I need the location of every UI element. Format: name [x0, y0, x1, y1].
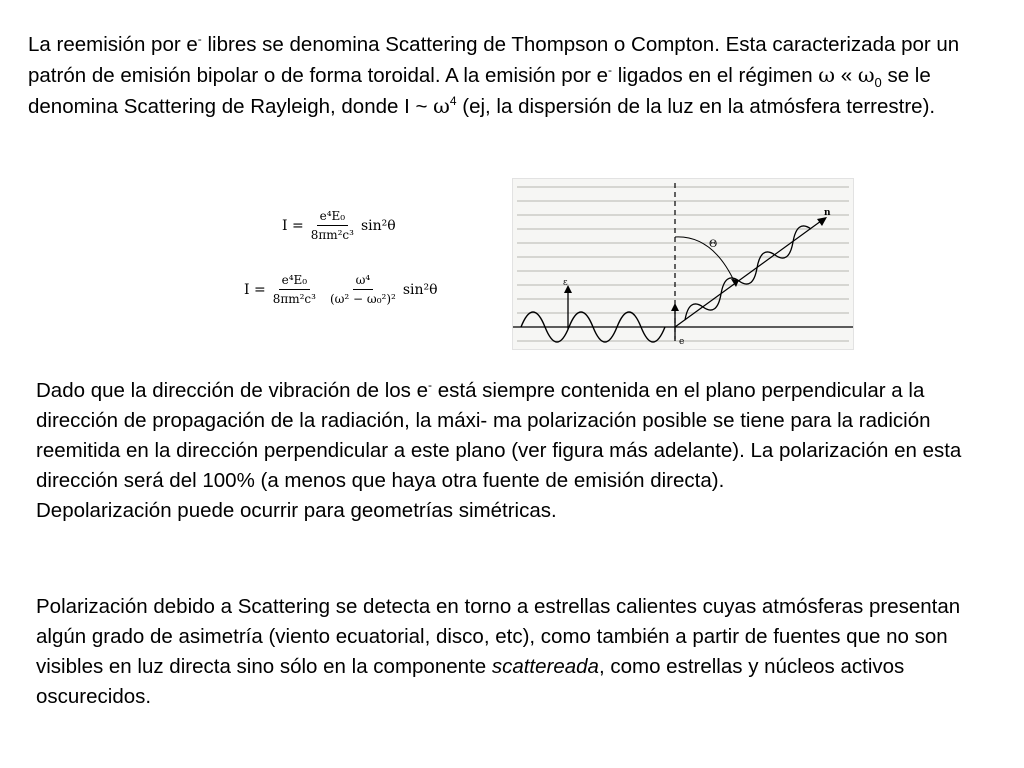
- superscript: 4: [449, 94, 457, 108]
- fraction: [308, 208, 357, 243]
- omega-symbol: ω: [857, 63, 875, 87]
- formula-rayleigh: [244, 272, 438, 307]
- faint-background-text: [517, 187, 849, 341]
- formula-sin-term: sin²θ: [402, 281, 438, 298]
- text-segment: está siempre contenida en el plano perpendicular a la dirección de propagación de la radiación, la máxi- ma polarización posible se tiene para la radición reemitida en la dirección perpendicular a este plano (ver figura más adelante). La polarización en esta dirección será del 100% (a menos que haya otra fuente de emisión directa).: [36, 379, 962, 492]
- omega-symbol: ω: [818, 63, 836, 87]
- fraction-denominator: 8πm²c³: [310, 228, 354, 242]
- paragraph-scattering-detection: [36, 592, 1001, 712]
- much-less-symbol: «: [835, 64, 858, 87]
- text-segment: Depolarización puede ocurrir para geometrías simétricas.: [36, 499, 557, 522]
- formula-lhs: I =: [244, 281, 266, 298]
- formula-sin-term: sin²θ: [360, 217, 396, 234]
- fraction-denominator: 8πm²c³: [272, 292, 316, 306]
- epsilon-label: ε: [563, 278, 568, 288]
- text-segment: La reemisión por e: [28, 33, 198, 56]
- emphasized-term: scattereada: [491, 655, 599, 678]
- text-segment: se le denomina Scattering de Rayleigh, donde I ~: [28, 64, 931, 118]
- fraction-numerator: e⁴E₀: [317, 208, 348, 226]
- text-segment: , como estrellas y núcleos activos oscurecidos.: [36, 655, 905, 708]
- paragraph-thompson-rayleigh: [28, 30, 1003, 122]
- text-segment: ligados en el régimen: [612, 64, 819, 87]
- fraction-numerator: ω⁴: [353, 272, 374, 290]
- formula-thompson: [282, 208, 396, 243]
- superscript: -: [428, 378, 433, 392]
- electron-label: e: [679, 337, 685, 347]
- theta-label: Θ: [709, 239, 718, 250]
- fraction-denominator: (ω² − ω₀²)²: [329, 292, 396, 306]
- scattering-direction: [675, 221, 821, 327]
- subscript: 0: [874, 75, 882, 90]
- text-segment: (ej, la dispersión de la luz en la atmósfera terrestre).: [456, 95, 936, 118]
- omega-symbol: ω: [433, 94, 450, 118]
- fraction-numerator: e⁴E₀: [279, 272, 310, 290]
- superscript: -: [197, 32, 202, 46]
- fraction: [327, 272, 399, 307]
- n-label: n: [824, 208, 831, 218]
- text-segment: Dado que la dirección de vibración de los e: [36, 379, 429, 402]
- arrow-head: [817, 217, 827, 226]
- formula-lhs: I =: [282, 217, 304, 234]
- superscript: -: [608, 63, 613, 77]
- scattering-formulas: [240, 200, 480, 330]
- text-segment: Polarización debido a Scattering se detecta en torno a estrellas calientes cuyas atmósferas presentan algún grado de asimetría (viento ecuatorial, disco, etc), como también a partir de fuentes que no son visibles en luz directa sino sólo en la componente: [36, 595, 961, 678]
- scattering-diagram: [512, 178, 854, 350]
- fraction: [270, 272, 319, 307]
- scattering-diagram-svg: [513, 179, 853, 349]
- paragraph-polarization: [36, 376, 1001, 526]
- text-segment: libres se denomina Scattering de Thompson o Compton. Esta caracterizada por un patrón de emisión bipolar o de forma toroidal. A la emisión por e: [28, 33, 960, 87]
- arrow-head: [671, 303, 679, 311]
